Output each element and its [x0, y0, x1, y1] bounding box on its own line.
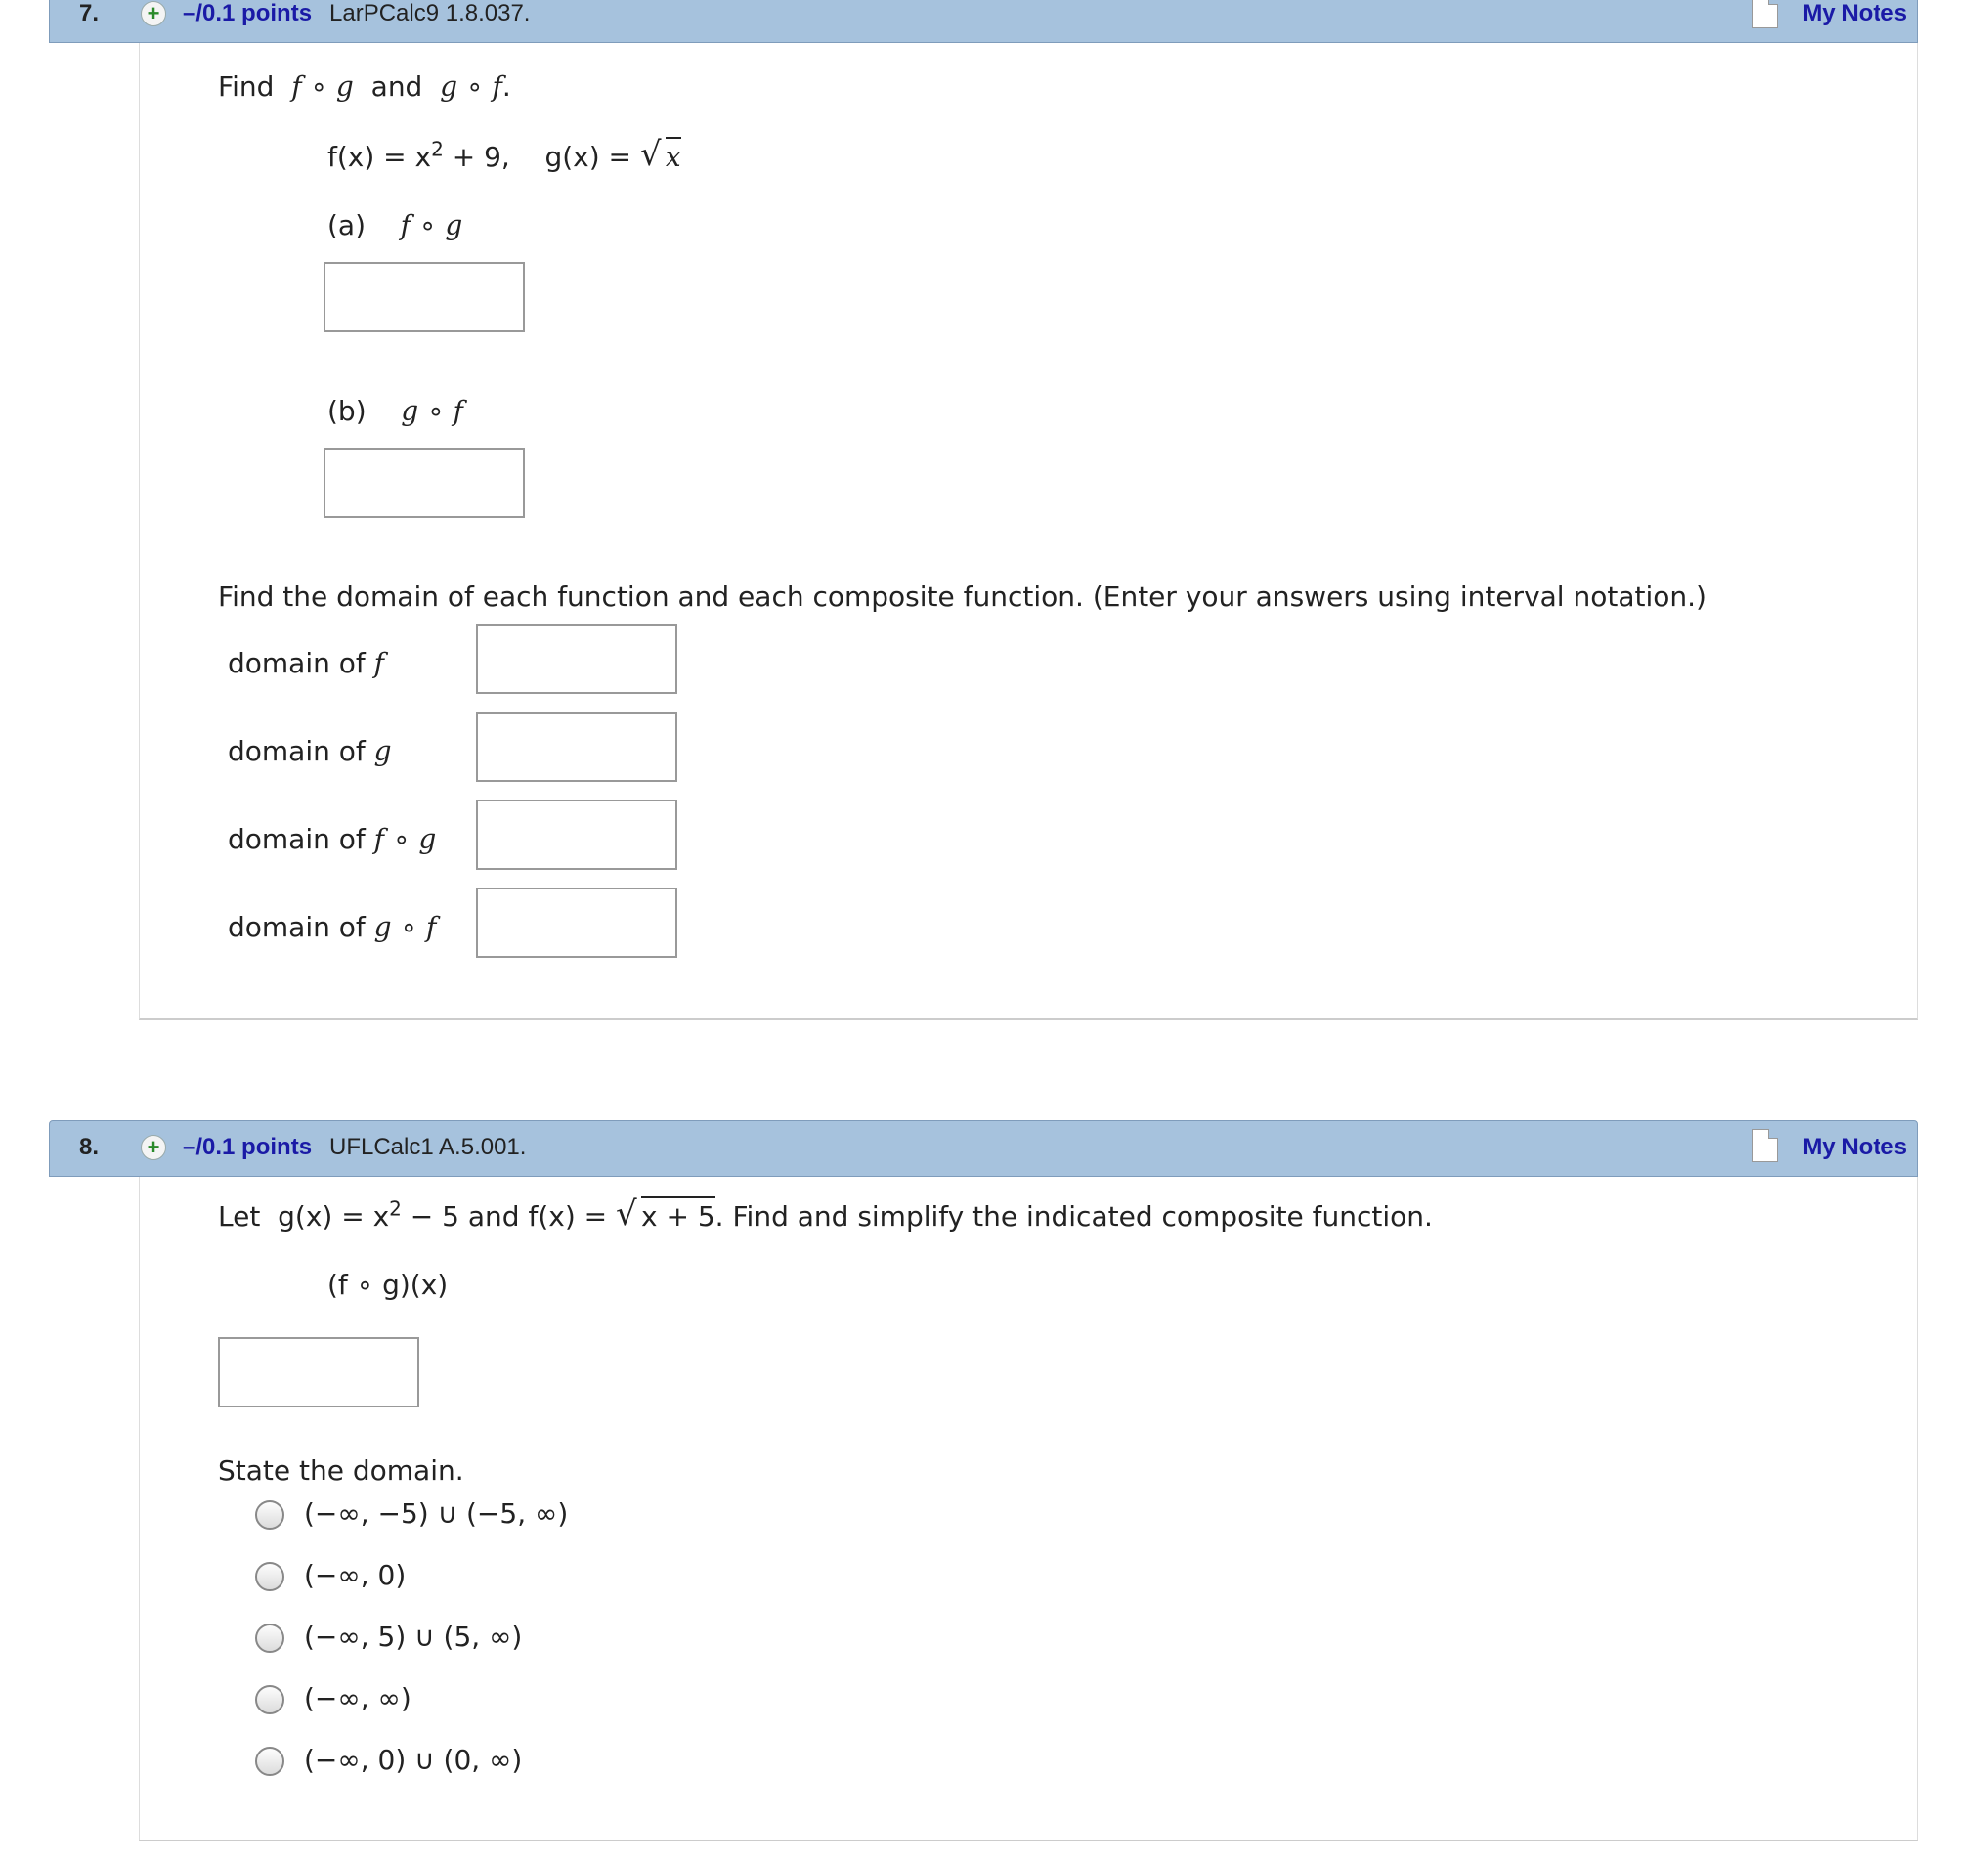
question-number: 7. [79, 0, 100, 26]
my-notes-link[interactable]: My Notes [1802, 1134, 1907, 1160]
question-7-body [139, 43, 1918, 1020]
option-label: (−∞, 5) ∪ (5, ∞) [304, 1621, 523, 1653]
part-b-label: (b) g ∘ f [327, 395, 463, 427]
option-label: (−∞, 0) ∪ (0, ∞) [304, 1744, 523, 1776]
option-label: (−∞, 0) [304, 1559, 407, 1591]
question-reference: UFLCalc1 A.5.001. [329, 1134, 527, 1160]
state-domain-label: State the domain. [218, 1454, 464, 1487]
question-8-header [49, 1120, 1918, 1177]
radio-button[interactable] [255, 1500, 284, 1530]
option-label: (−∞, −5) ∪ (−5, ∞) [304, 1497, 569, 1530]
question-8-body [139, 1177, 1918, 1841]
radio-button[interactable] [255, 1747, 284, 1776]
domain-of-g-input[interactable] [476, 712, 677, 782]
composite-expression: (f ∘ g)(x) [327, 1269, 449, 1301]
domain-of-gof-input[interactable] [476, 888, 677, 958]
notes-page-icon[interactable] [1752, 0, 1778, 28]
answer-input-composite[interactable] [218, 1337, 419, 1407]
option-label: (−∞, ∞) [304, 1682, 411, 1714]
prompt-text: Let $g(x) = x^2 - 5$ and f(x) = √ x + 5. Find and simplify the indicated composite function. [218, 1196, 1433, 1233]
domain-of-f-input[interactable] [476, 624, 677, 694]
answer-input-part-b[interactable] [324, 448, 525, 518]
expand-plus-icon[interactable]: + [141, 1, 166, 26]
function-definitions: $f(x) = x^2 + 9$, g(x) = √ x [327, 137, 681, 173]
points-link[interactable]: –/0.1 points [183, 0, 313, 26]
domain-instructions: Find the domain of each function and each composite function. (Enter your answers using interval notation.) [218, 581, 1707, 613]
points-link[interactable]: –/0.1 points [183, 1134, 313, 1160]
domain-of-fog-label: domain of f ∘ g [228, 823, 437, 855]
domain-of-g-label: domain of g [228, 735, 392, 767]
domain-of-fog-input[interactable] [476, 800, 677, 870]
radio-button[interactable] [255, 1624, 284, 1653]
notes-page-icon[interactable] [1752, 1129, 1778, 1162]
my-notes-link[interactable]: My Notes [1802, 0, 1907, 26]
answer-input-part-a[interactable] [324, 262, 525, 332]
question-7-header [49, 0, 1918, 43]
domain-of-f-label: domain of f [228, 647, 385, 679]
prompt-text: Find f ∘ g and g ∘ f. [218, 70, 511, 103]
expand-plus-icon[interactable]: + [141, 1135, 166, 1160]
part-a-label: (a) f ∘ g [327, 209, 463, 241]
radio-button[interactable] [255, 1562, 284, 1591]
radio-button[interactable] [255, 1685, 284, 1714]
domain-of-gof-label: domain of g ∘ f [228, 911, 437, 943]
question-number: 8. [79, 1134, 100, 1160]
question-reference: LarPCalc9 1.8.037. [329, 0, 531, 26]
